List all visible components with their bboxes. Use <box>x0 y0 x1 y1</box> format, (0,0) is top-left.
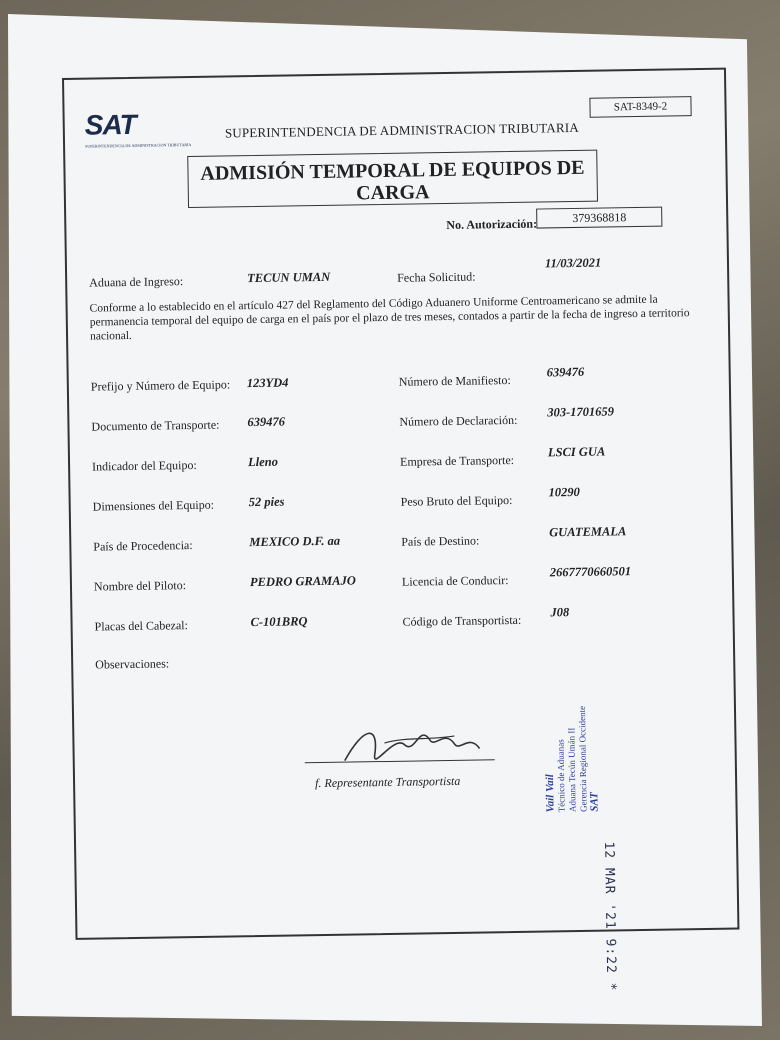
field-value: 303-1701659 <box>547 404 615 420</box>
field-value: Lleno <box>247 454 279 470</box>
field-label: Código de Transportista: <box>402 612 522 629</box>
field-label: Nombre del Piloto: <box>93 578 187 594</box>
field-label: Documento de Transporte: <box>91 417 220 434</box>
field-label: País de Procedencia: <box>93 538 193 554</box>
form-frame <box>62 68 739 992</box>
field-value: 639476 <box>546 364 585 380</box>
signature-caption: f. Representante Transportista <box>314 773 461 791</box>
field-value: 2667770660501 <box>549 564 632 580</box>
field-label: Licencia de Conducir: <box>401 573 509 589</box>
customs-officer-stamp: Vail Vail Técnico de Aduanas Aduana Tecún Umán II Gerencia Regional Occidente SAT <box>543 705 601 813</box>
field-value: 123YD4 <box>246 375 289 391</box>
field-value: PEDRO GRAMAJO <box>249 573 356 590</box>
field-label: Número de Manifiesto: <box>398 372 511 389</box>
field-value: J08 <box>550 605 570 620</box>
document-title: ADMISIÓN TEMPORAL DE EQUIPOS DE CARGA <box>187 150 598 208</box>
date-stamp: 12 MAR '21 9:22 * <box>601 841 619 992</box>
legal-paragraph: Conforme a lo establecido en el artículo 427 del Reglamento del Código Aduanero Uniforme Centroamericano se admite la permanencia temporal del equipo de carga en el país por el plazo de tres meses, contados a partir de la fecha de ingreso a territorio nacional. <box>89 293 690 343</box>
customs-label: Aduana de Ingreso: <box>89 274 184 290</box>
sat-logo: SAT SUPERINTENDENCIA DE ADMINISTRACION TRIBUTARIA <box>84 108 192 149</box>
date-value: 11/03/2021 <box>544 255 602 271</box>
date-label: Fecha Solicitud: <box>397 269 476 285</box>
field-value: 10290 <box>548 484 580 500</box>
field-value: GUATEMALA <box>549 524 627 540</box>
observations-label: Observaciones: <box>95 656 170 672</box>
field-label: Peso Bruto del Equipo: <box>400 492 513 509</box>
field-value: 639476 <box>247 414 286 430</box>
field-label: Prefijo y Número de Equipo: <box>90 377 231 394</box>
signature-scribble <box>334 713 495 776</box>
field-label: País de Destino: <box>401 533 480 549</box>
field-value: 52 pies <box>248 494 285 510</box>
agency-name: SUPERINTENDENCIA DE ADMINISTRACION TRIBUTARIA <box>224 119 579 141</box>
field-value: C-101BRQ <box>250 614 308 630</box>
customs-value: TECUN UMAN <box>247 269 331 286</box>
field-label: Empresa de Transporte: <box>399 452 515 469</box>
field-label: Dimensiones del Equipo: <box>92 497 215 514</box>
field-label: Placas del Cabezal: <box>94 618 189 634</box>
form-code-box: SAT-8349-2 <box>589 96 691 118</box>
field-label: Indicador del Equipo: <box>91 457 197 474</box>
field-value: LSCI GUA <box>547 444 606 460</box>
authorization-number: 379368818 <box>536 207 662 229</box>
field-label: Número de Declaración: <box>399 412 518 429</box>
field-value: MEXICO D.F. aa <box>249 533 341 550</box>
authorization-label: No. Autorización: <box>446 216 538 232</box>
